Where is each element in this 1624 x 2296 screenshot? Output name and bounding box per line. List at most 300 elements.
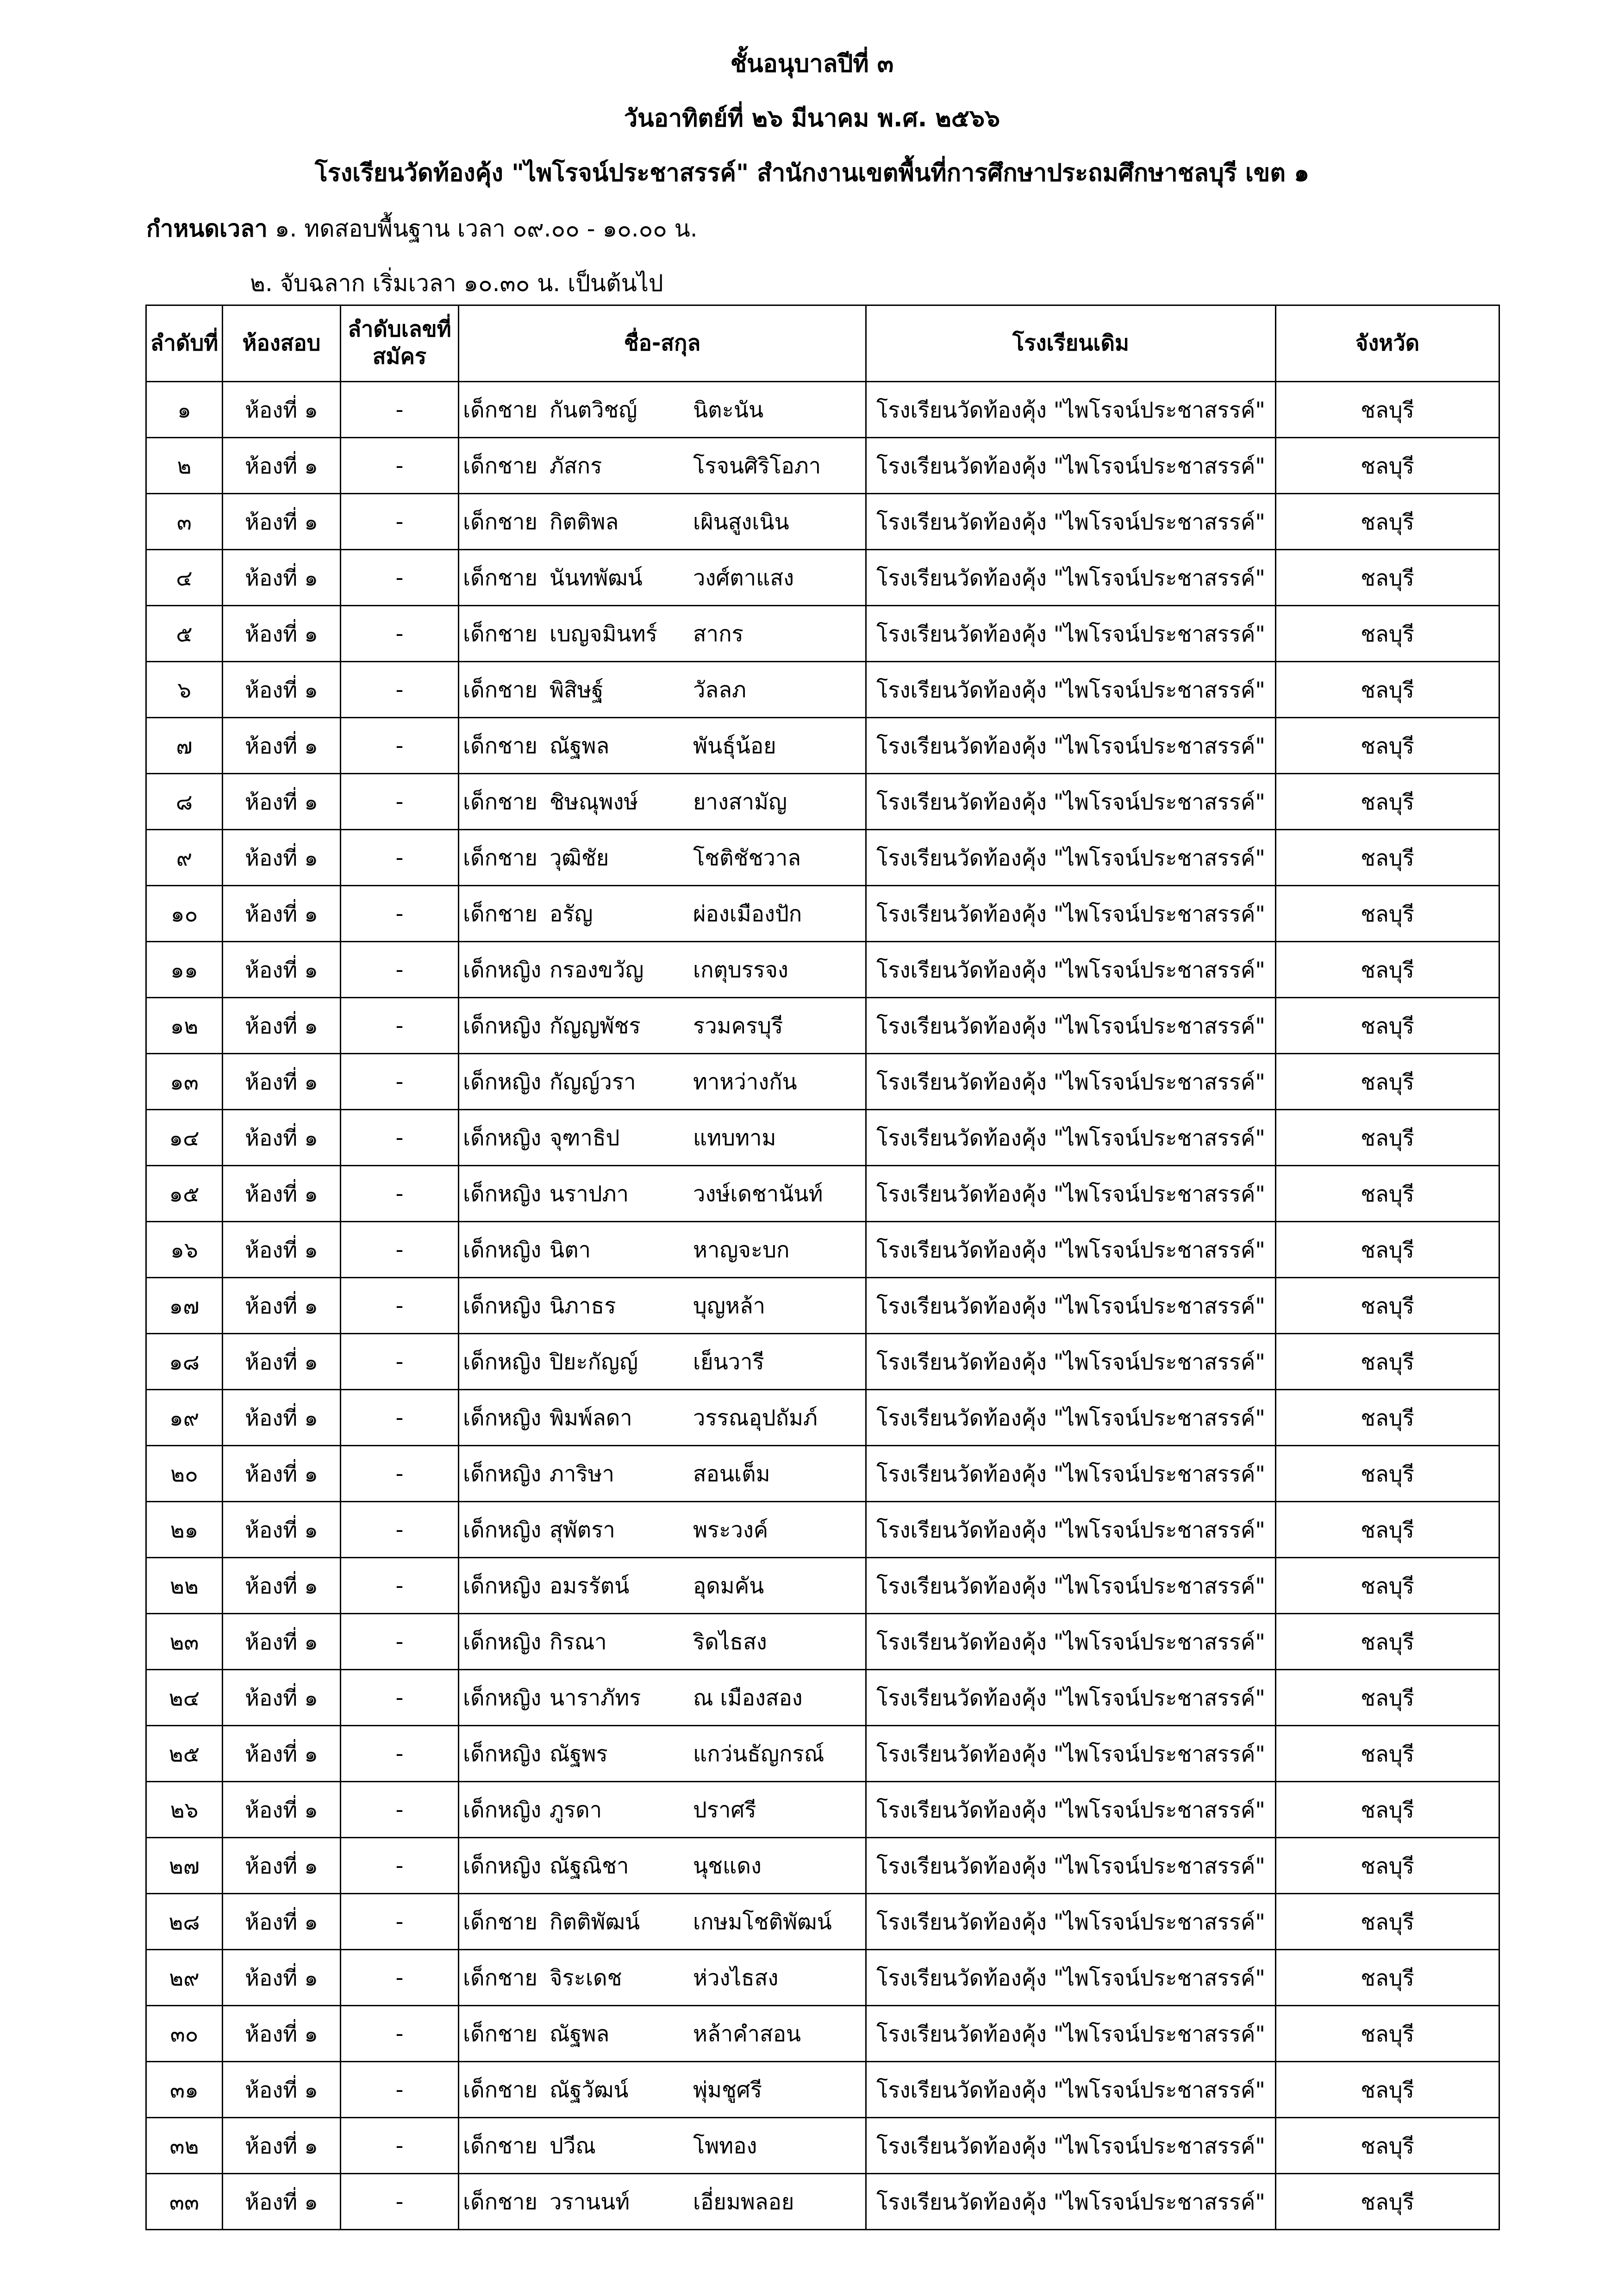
cell-province: ชลบุรี <box>1276 550 1499 606</box>
cell-full-name <box>459 830 866 886</box>
cell-full-name <box>459 1222 866 1278</box>
cell-full-name <box>459 1502 866 1558</box>
last-name: วัลลภ <box>693 677 746 703</box>
cell-registration: - <box>341 1782 459 1838</box>
cell-previous-school: โรงเรียนวัดท้องคุ้ง "ไพโรจน์ประชาสรรค์" <box>866 718 1276 774</box>
cell-province: ชลบุรี <box>1276 1166 1499 1222</box>
cell-room: ห้องที่ ๑ <box>223 1670 341 1726</box>
cell-room: ห้องที่ ๑ <box>223 1166 341 1222</box>
cell-room: ห้องที่ ๑ <box>223 382 341 438</box>
cell-order: ๒๓ <box>146 1614 223 1670</box>
cell-province: ชลบุรี <box>1276 1670 1499 1726</box>
cell-previous-school: โรงเรียนวัดท้องคุ้ง "ไพโรจน์ประชาสรรค์" <box>866 2118 1276 2174</box>
cell-room: ห้องที่ ๑ <box>223 886 341 942</box>
last-name: ห่วงไธสง <box>693 1965 779 1991</box>
table-row <box>146 662 1499 718</box>
first-name: นิภาธร <box>550 1293 616 1319</box>
cell-registration: - <box>341 1446 459 1502</box>
first-name: ณัฐพล <box>550 733 610 759</box>
table-row <box>146 1670 1499 1726</box>
cell-province: ชลบุรี <box>1276 606 1499 662</box>
cell-province: ชลบุรี <box>1276 1278 1499 1334</box>
last-name: สากร <box>693 621 743 647</box>
cell-room: ห้องที่ ๑ <box>223 1614 341 1670</box>
first-name: กิตติพล <box>550 509 619 535</box>
cell-full-name <box>459 942 866 998</box>
cell-province: ชลบุรี <box>1276 1558 1499 1614</box>
cell-room: ห้องที่ ๑ <box>223 2062 341 2118</box>
cell-order: ๑๑ <box>146 942 223 998</box>
table-row <box>146 2118 1499 2174</box>
cell-province: ชลบุรี <box>1276 1502 1499 1558</box>
table-row <box>146 438 1499 494</box>
first-name: พิสิษฐ์ <box>550 677 604 703</box>
name-title: เด็กชาย <box>463 733 537 759</box>
cell-full-name <box>459 2062 866 2118</box>
name-title: เด็กหญิง <box>463 1349 542 1375</box>
first-name: นาราภัทร <box>550 1685 641 1711</box>
col-header-school: โรงเรียนเดิม <box>866 305 1276 382</box>
cell-order: ๙ <box>146 830 223 886</box>
table-row <box>146 1278 1499 1334</box>
first-name: จุฑาธิป <box>550 1125 620 1151</box>
cell-room: ห้องที่ ๑ <box>223 1278 341 1334</box>
cell-room: ห้องที่ ๑ <box>223 1502 341 1558</box>
cell-registration: - <box>341 1558 459 1614</box>
name-title: เด็กหญิง <box>463 1573 542 1599</box>
first-name: ปิยะกัญญ์ <box>550 1349 638 1375</box>
cell-province: ชลบุรี <box>1276 718 1499 774</box>
table-row <box>146 1502 1499 1558</box>
cell-province: ชลบุรี <box>1276 1614 1499 1670</box>
cell-room: ห้องที่ ๑ <box>223 494 341 550</box>
table-row <box>146 1726 1499 1782</box>
name-title: เด็กหญิง <box>463 1685 542 1711</box>
first-name: วุฒิชัย <box>550 845 609 871</box>
name-title: เด็กชาย <box>463 845 537 871</box>
table-row <box>146 1166 1499 1222</box>
cell-room: ห้องที่ ๑ <box>223 1222 341 1278</box>
cell-room: ห้องที่ ๑ <box>223 606 341 662</box>
cell-province: ชลบุรี <box>1276 1110 1499 1166</box>
first-name: ชิษณุพงษ์ <box>550 789 638 815</box>
cell-room: ห้องที่ ๑ <box>223 550 341 606</box>
exam-date: วันอาทิตย์ที่ ๒๖ มีนาคม พ.ศ. ๒๕๖๖ <box>624 105 1000 132</box>
cell-full-name <box>459 886 866 942</box>
cell-province: ชลบุรี <box>1276 830 1499 886</box>
first-name: กรองขวัญ <box>550 957 644 983</box>
name-title: เด็กหญิง <box>463 1629 542 1655</box>
cell-previous-school: โรงเรียนวัดท้องคุ้ง "ไพโรจน์ประชาสรรค์" <box>866 2006 1276 2062</box>
cell-order: ๕ <box>146 606 223 662</box>
cell-full-name <box>459 1838 866 1894</box>
cell-room: ห้องที่ ๑ <box>223 1838 341 1894</box>
cell-full-name <box>459 1166 866 1222</box>
cell-room: ห้องที่ ๑ <box>223 1054 341 1110</box>
last-name: บุญหล้า <box>693 1293 766 1319</box>
cell-province: ชลบุรี <box>1276 1222 1499 1278</box>
cell-order: ๔ <box>146 550 223 606</box>
name-title: เด็กหญิง <box>463 1013 542 1039</box>
cell-province: ชลบุรี <box>1276 2006 1499 2062</box>
first-name: นราปภา <box>550 1181 629 1207</box>
cell-room: ห้องที่ ๑ <box>223 774 341 830</box>
cell-order: ๓๑ <box>146 2062 223 2118</box>
cell-province: ชลบุรี <box>1276 438 1499 494</box>
cell-room: ห้องที่ ๑ <box>223 2174 341 2230</box>
cell-room: ห้องที่ ๑ <box>223 1446 341 1502</box>
name-title: เด็กหญิง <box>463 1237 542 1263</box>
cell-full-name <box>459 1670 866 1726</box>
cell-province: ชลบุรี <box>1276 2118 1499 2174</box>
cell-previous-school: โรงเรียนวัดท้องคุ้ง "ไพโรจน์ประชาสรรค์" <box>866 1502 1276 1558</box>
cell-previous-school: โรงเรียนวัดท้องคุ้ง "ไพโรจน์ประชาสรรค์" <box>866 606 1276 662</box>
first-name: สุพัตรา <box>550 1517 615 1543</box>
cell-full-name <box>459 718 866 774</box>
cell-previous-school: โรงเรียนวัดท้องคุ้ง "ไพโรจน์ประชาสรรค์" <box>866 1446 1276 1502</box>
cell-room: ห้องที่ ๑ <box>223 1950 341 2006</box>
cell-order: ๒๘ <box>146 1894 223 1950</box>
last-name: พันธุ์น้อย <box>693 733 776 759</box>
cell-room: ห้องที่ ๑ <box>223 830 341 886</box>
cell-province: ชลบุรี <box>1276 1726 1499 1782</box>
last-name: โรจนศิริโอภา <box>693 453 821 479</box>
cell-order: ๓๓ <box>146 2174 223 2230</box>
cell-registration: - <box>341 998 459 1054</box>
cell-previous-school: โรงเรียนวัดท้องคุ้ง "ไพโรจน์ประชาสรรค์" <box>866 886 1276 942</box>
cell-full-name <box>459 382 866 438</box>
cell-full-name <box>459 438 866 494</box>
cell-registration: - <box>341 1894 459 1950</box>
table-row <box>146 2006 1499 2062</box>
cell-order: ๑๖ <box>146 1222 223 1278</box>
first-name: ภาริษา <box>550 1461 614 1487</box>
cell-previous-school: โรงเรียนวัดท้องคุ้ง "ไพโรจน์ประชาสรรค์" <box>866 998 1276 1054</box>
table-row <box>146 774 1499 830</box>
cell-room: ห้องที่ ๑ <box>223 998 341 1054</box>
table-row <box>146 1838 1499 1894</box>
cell-order: ๑๘ <box>146 1334 223 1390</box>
name-title: เด็กชาย <box>463 789 537 815</box>
cell-registration: - <box>341 1278 459 1334</box>
cell-registration: - <box>341 1670 459 1726</box>
cell-previous-school: โรงเรียนวัดท้องคุ้ง "ไพโรจน์ประชาสรรค์" <box>866 1222 1276 1278</box>
name-title: เด็กชาย <box>463 1909 537 1935</box>
cell-order: ๒๑ <box>146 1502 223 1558</box>
cell-registration: - <box>341 1166 459 1222</box>
cell-order: ๖ <box>146 662 223 718</box>
first-name: กันตวิชญ์ <box>550 397 637 423</box>
cell-previous-school: โรงเรียนวัดท้องคุ้ง "ไพโรจน์ประชาสรรค์" <box>866 494 1276 550</box>
name-title: เด็กหญิง <box>463 1741 542 1767</box>
cell-province: ชลบุรี <box>1276 1334 1499 1390</box>
cell-registration: - <box>341 2006 459 2062</box>
cell-full-name <box>459 998 866 1054</box>
cell-room: ห้องที่ ๑ <box>223 438 341 494</box>
cell-province: ชลบุรี <box>1276 494 1499 550</box>
last-name: ผ่องเมืองปัก <box>693 901 802 927</box>
cell-province: ชลบุรี <box>1276 382 1499 438</box>
table-row <box>146 1950 1499 2006</box>
cell-province: ชลบุรี <box>1276 2174 1499 2230</box>
cell-full-name <box>459 606 866 662</box>
cell-previous-school: โรงเรียนวัดท้องคุ้ง "ไพโรจน์ประชาสรรค์" <box>866 1166 1276 1222</box>
table-row <box>146 1894 1499 1950</box>
first-name: ณัฐณิชา <box>550 1853 629 1879</box>
table-row <box>146 830 1499 886</box>
last-name: เย็นวารี <box>693 1349 764 1375</box>
cell-order: ๑๙ <box>146 1390 223 1446</box>
cell-registration: - <box>341 494 459 550</box>
first-name: กัญญพัชร <box>550 1013 641 1039</box>
cell-order: ๒๕ <box>146 1726 223 1782</box>
cell-order: ๓ <box>146 494 223 550</box>
cell-province: ชลบุรี <box>1276 942 1499 998</box>
cell-order: ๑๔ <box>146 1110 223 1166</box>
last-name: วงศ์ตาแสง <box>693 565 794 591</box>
cell-registration: - <box>341 1838 459 1894</box>
cell-previous-school: โรงเรียนวัดท้องคุ้ง "ไพโรจน์ประชาสรรค์" <box>866 662 1276 718</box>
cell-registration: - <box>341 1222 459 1278</box>
cell-province: ชลบุรี <box>1276 2062 1499 2118</box>
cell-full-name <box>459 2174 866 2230</box>
name-title: เด็กชาย <box>463 509 537 535</box>
cell-room: ห้องที่ ๑ <box>223 942 341 998</box>
cell-registration: - <box>341 1054 459 1110</box>
cell-registration: - <box>341 1726 459 1782</box>
cell-full-name <box>459 2118 866 2174</box>
table-row <box>146 550 1499 606</box>
cell-registration: - <box>341 1390 459 1446</box>
cell-room: ห้องที่ ๑ <box>223 2006 341 2062</box>
cell-registration: - <box>341 1334 459 1390</box>
col-header-registration <box>341 305 459 382</box>
cell-full-name <box>459 662 866 718</box>
cell-previous-school: โรงเรียนวัดท้องคุ้ง "ไพโรจน์ประชาสรรค์" <box>866 1782 1276 1838</box>
first-name: ปวีณ <box>550 2133 596 2159</box>
first-name: จิระเดช <box>550 1965 622 1991</box>
name-title: เด็กชาย <box>463 2077 537 2103</box>
cell-previous-school: โรงเรียนวัดท้องคุ้ง "ไพโรจน์ประชาสรรค์" <box>866 1278 1276 1334</box>
last-name: พระวงค์ <box>693 1517 768 1543</box>
last-name: นิตะนัน <box>693 397 764 423</box>
cell-room: ห้องที่ ๑ <box>223 1334 341 1390</box>
table-row <box>146 2174 1499 2230</box>
table-row <box>146 886 1499 942</box>
last-name: รวมครบุรี <box>693 1013 783 1039</box>
cell-registration: - <box>341 550 459 606</box>
table-row <box>146 942 1499 998</box>
candidate-table <box>145 305 1500 2230</box>
cell-registration: - <box>341 382 459 438</box>
table-row <box>146 998 1499 1054</box>
cell-full-name <box>459 494 866 550</box>
name-title: เด็กหญิง <box>463 1405 542 1431</box>
cell-full-name <box>459 1950 866 2006</box>
last-name: ณ เมืองสอง <box>693 1685 803 1711</box>
cell-province: ชลบุรี <box>1276 998 1499 1054</box>
first-name: วรานนท์ <box>550 2189 630 2215</box>
table-row <box>146 1054 1499 1110</box>
cell-order: ๑๓ <box>146 1054 223 1110</box>
cell-order: ๒๙ <box>146 1950 223 2006</box>
cell-registration: - <box>341 1614 459 1670</box>
cell-previous-school: โรงเรียนวัดท้องคุ้ง "ไพโรจน์ประชาสรรค์" <box>866 2174 1276 2230</box>
name-title: เด็กหญิง <box>463 1069 542 1095</box>
table-row <box>146 1614 1499 1670</box>
cell-order: ๑๗ <box>146 1278 223 1334</box>
cell-registration: - <box>341 2174 459 2230</box>
cell-full-name <box>459 1614 866 1670</box>
last-name: เผินสูงเนิน <box>693 509 789 535</box>
table-row <box>146 1558 1499 1614</box>
last-name: โชติชัชวาล <box>693 845 801 871</box>
cell-full-name <box>459 1446 866 1502</box>
first-name: อมรรัตน์ <box>550 1573 630 1599</box>
table-row <box>146 718 1499 774</box>
cell-previous-school: โรงเรียนวัดท้องคุ้ง "ไพโรจน์ประชาสรรค์" <box>866 1670 1276 1726</box>
cell-province: ชลบุรี <box>1276 662 1499 718</box>
cell-room: ห้องที่ ๑ <box>223 1894 341 1950</box>
col-header-province: จังหวัด <box>1276 305 1499 382</box>
cell-province: ชลบุรี <box>1276 774 1499 830</box>
first-name: นันทพัฒน์ <box>550 565 643 591</box>
cell-previous-school: โรงเรียนวัดท้องคุ้ง "ไพโรจน์ประชาสรรค์" <box>866 942 1276 998</box>
cell-registration: - <box>341 438 459 494</box>
cell-order: ๓๐ <box>146 2006 223 2062</box>
name-title: เด็กชาย <box>463 901 537 927</box>
cell-room: ห้องที่ ๑ <box>223 2118 341 2174</box>
cell-order: ๒๒ <box>146 1558 223 1614</box>
col-header-room: ห้องสอบ <box>223 305 341 382</box>
cell-province: ชลบุรี <box>1276 1950 1499 2006</box>
last-name: แกว่นธัญกรณ์ <box>693 1741 824 1767</box>
table-row <box>146 2062 1499 2118</box>
table-row <box>146 1110 1499 1166</box>
last-name: ริดไธสง <box>693 1629 767 1655</box>
cell-previous-school: โรงเรียนวัดท้องคุ้ง "ไพโรจน์ประชาสรรค์" <box>866 438 1276 494</box>
name-title: เด็กชาย <box>463 2189 537 2215</box>
first-name: พิมพ์ลดา <box>550 1405 632 1431</box>
cell-order: ๑ <box>146 382 223 438</box>
cell-order: ๒๖ <box>146 1782 223 1838</box>
last-name: เอี่ยมพลอย <box>693 2189 794 2215</box>
cell-previous-school: โรงเรียนวัดท้องคุ้ง "ไพโรจน์ประชาสรรค์" <box>866 1894 1276 1950</box>
cell-order: ๑๕ <box>146 1166 223 1222</box>
table-row <box>146 1446 1499 1502</box>
cell-previous-school: โรงเรียนวัดท้องคุ้ง "ไพโรจน์ประชาสรรค์" <box>866 382 1276 438</box>
cell-order: ๒๔ <box>146 1670 223 1726</box>
cell-registration: - <box>341 2118 459 2174</box>
cell-order: ๑๒ <box>146 998 223 1054</box>
cell-previous-school: โรงเรียนวัดท้องคุ้ง "ไพโรจน์ประชาสรรค์" <box>866 1950 1276 2006</box>
name-title: เด็กชาย <box>463 1965 537 1991</box>
name-title: เด็กหญิง <box>463 957 542 983</box>
cell-full-name <box>459 1390 866 1446</box>
cell-previous-school: โรงเรียนวัดท้องคุ้ง "ไพโรจน์ประชาสรรค์" <box>866 2062 1276 2118</box>
cell-previous-school: โรงเรียนวัดท้องคุ้ง "ไพโรจน์ประชาสรรค์" <box>866 1614 1276 1670</box>
cell-order: ๓๒ <box>146 2118 223 2174</box>
cell-registration: - <box>341 718 459 774</box>
name-title: เด็กชาย <box>463 565 537 591</box>
last-name: หล้าคำสอน <box>693 2021 801 2047</box>
cell-registration: - <box>341 774 459 830</box>
cell-order: ๒๗ <box>146 1838 223 1894</box>
first-name: นิตา <box>550 1237 591 1263</box>
cell-previous-school: โรงเรียนวัดท้องคุ้ง "ไพโรจน์ประชาสรรค์" <box>866 1558 1276 1614</box>
first-name: กิตติพัฒน์ <box>550 1909 640 1935</box>
cell-registration: - <box>341 942 459 998</box>
cell-room: ห้องที่ ๑ <box>223 1558 341 1614</box>
cell-order: ๘ <box>146 774 223 830</box>
cell-province: ชลบุรี <box>1276 1894 1499 1950</box>
name-title: เด็กชาย <box>463 2133 537 2159</box>
cell-full-name <box>459 1782 866 1838</box>
cell-registration: - <box>341 2062 459 2118</box>
cell-previous-school: โรงเรียนวัดท้องคุ้ง "ไพโรจน์ประชาสรรค์" <box>866 1054 1276 1110</box>
school-office-line: โรงเรียนวัดท้องคุ้ง "ไพโรจน์ประชาสรรค์" สำนักงานเขตพื้นที่การศึกษาประถมศึกษาชลบุรี เขต ๑ <box>314 159 1310 187</box>
cell-previous-school: โรงเรียนวัดท้องคุ้ง "ไพโรจน์ประชาสรรค์" <box>866 1838 1276 1894</box>
cell-room: ห้องที่ ๑ <box>223 1782 341 1838</box>
name-title: เด็กชาย <box>463 397 537 423</box>
last-name: วรรณอุปถัมภ์ <box>693 1405 818 1431</box>
cell-province: ชลบุรี <box>1276 1782 1499 1838</box>
cell-room: ห้องที่ ๑ <box>223 1726 341 1782</box>
last-name: แทบทาม <box>693 1125 776 1151</box>
cell-full-name <box>459 1054 866 1110</box>
cell-full-name <box>459 1726 866 1782</box>
reg-header-line-1: ลำดับเลขที่ <box>348 317 451 342</box>
cell-registration: - <box>341 1502 459 1558</box>
name-title: เด็กชาย <box>463 621 537 647</box>
cell-previous-school: โรงเรียนวัดท้องคุ้ง "ไพโรจน์ประชาสรรค์" <box>866 1726 1276 1782</box>
name-title: เด็กชาย <box>463 453 537 479</box>
table-row <box>146 382 1499 438</box>
first-name: ภูรดา <box>550 1797 602 1823</box>
last-name: สอนเต็ม <box>693 1461 770 1487</box>
cell-full-name <box>459 550 866 606</box>
cell-previous-school: โรงเรียนวัดท้องคุ้ง "ไพโรจน์ประชาสรรค์" <box>866 1334 1276 1390</box>
cell-province: ชลบุรี <box>1276 1446 1499 1502</box>
last-name: เกษมโชติพัฒน์ <box>693 1909 832 1935</box>
cell-registration: - <box>341 886 459 942</box>
name-title: เด็กหญิง <box>463 1797 542 1823</box>
cell-registration: - <box>341 606 459 662</box>
last-name: วงษ์เดชานันท์ <box>693 1181 823 1207</box>
cell-registration: - <box>341 662 459 718</box>
cell-room: ห้องที่ ๑ <box>223 1110 341 1166</box>
cell-order: ๒๐ <box>146 1446 223 1502</box>
cell-registration: - <box>341 1950 459 2006</box>
cell-order: ๑๐ <box>146 886 223 942</box>
cell-previous-school: โรงเรียนวัดท้องคุ้ง "ไพโรจน์ประชาสรรค์" <box>866 1390 1276 1446</box>
first-name: ณัฐพร <box>550 1741 608 1767</box>
table-header-row <box>146 305 1499 382</box>
cell-room: ห้องที่ ๑ <box>223 662 341 718</box>
cell-previous-school: โรงเรียนวัดท้องคุ้ง "ไพโรจน์ประชาสรรค์" <box>866 830 1276 886</box>
schedule-item-2: ๒. จับฉลาก เริ่มเวลา ๑๐.๓๐ น. เป็นต้นไป <box>250 270 663 297</box>
cell-previous-school: โรงเรียนวัดท้องคุ้ง "ไพโรจน์ประชาสรรค์" <box>866 774 1276 830</box>
first-name: ณัฐวัฒน์ <box>550 2077 629 2103</box>
cell-province: ชลบุรี <box>1276 1390 1499 1446</box>
cell-order: ๗ <box>146 718 223 774</box>
cell-room: ห้องที่ ๑ <box>223 1390 341 1446</box>
col-header-name: ชื่อ-สกุล <box>459 305 866 382</box>
cell-province: ชลบุรี <box>1276 1838 1499 1894</box>
cell-province: ชลบุรี <box>1276 1054 1499 1110</box>
first-name: ณัฐพล <box>550 2021 610 2047</box>
last-name: หาญจะบก <box>693 1237 790 1263</box>
